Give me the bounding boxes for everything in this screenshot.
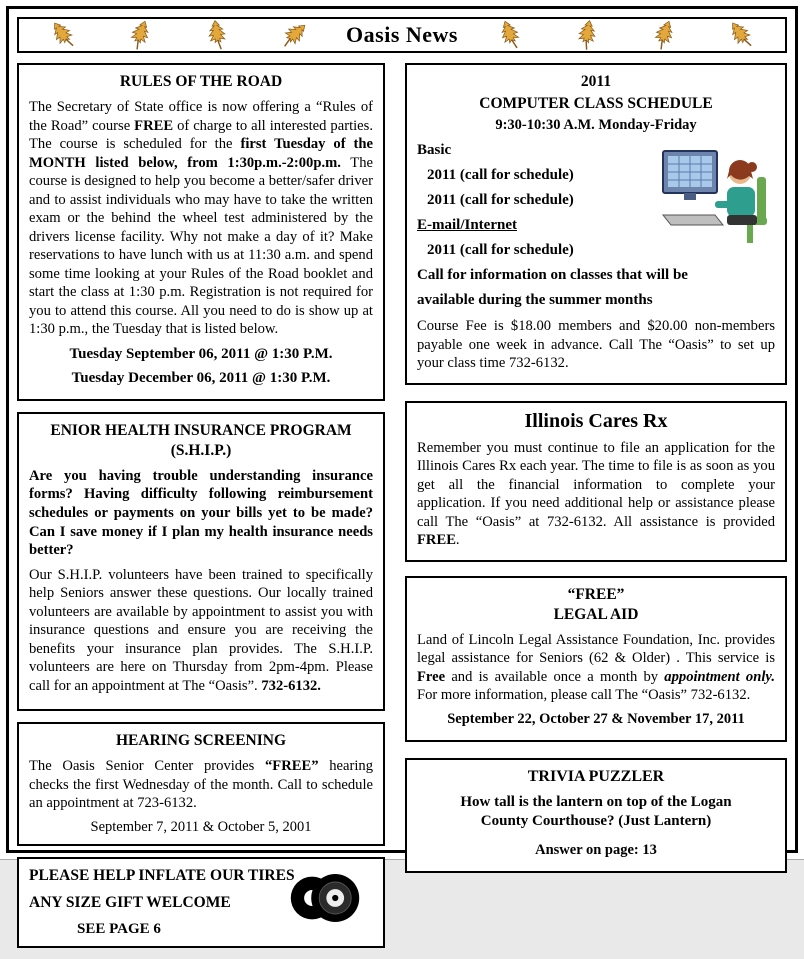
- hearing-text: The Oasis Senior Center provides: [29, 758, 265, 775]
- leaf-decoration-right: [472, 19, 779, 51]
- legal-text: and is available once a month by: [445, 668, 665, 685]
- ship-section: [17, 412, 385, 711]
- hearing-title: HEARING SCREENING: [115, 732, 287, 750]
- tires-line2: ANY SIZE GIFT WELCOME: [29, 893, 231, 911]
- trivia-title: TRIVIA PUZZLER: [527, 767, 665, 785]
- cares-title: Illinois Cares Rx: [524, 409, 668, 432]
- computer-row-2: 2011 (call for schedule): [427, 192, 574, 208]
- legal-title-free: “FREE”: [567, 585, 625, 603]
- ship-body-text: Our S.H.I.P. volunteers have been trained to specifically help Seniors answer these questions. Our locally trained volunteers are available by appointment to assist you with insurance questions and ensure you are receiving the benefits your insurance plan provides. The S.H.I.P. volunteers are here on Thursday from 2pm-4pm. Please call for an appointment at The “Oasis”.: [29, 566, 373, 694]
- rules-schedule-bold: first Tuesday of the MONTH listed below, from 1:30p.m.-2:00p.m.: [29, 136, 373, 171]
- rules-date-2: Tuesday December 06, 2011 @ 1:30 P.M.: [71, 369, 331, 386]
- leaf-icon: [121, 15, 160, 55]
- cares-free-bold: FREE: [417, 532, 456, 549]
- computer-email-label: E-mail/Internet: [417, 217, 517, 233]
- computer-call-info-1: Call for information on classes that will be: [417, 267, 688, 283]
- legal-title-aid: LEGAL AID: [553, 605, 639, 623]
- rules-text: of charge to all interested parties. The course is scheduled for the: [29, 117, 373, 153]
- trivia-question: How tall is the lantern on top of the Logan County Courthouse? (Just Lantern): [460, 793, 732, 830]
- cares-text: .: [455, 532, 460, 549]
- computer-row-1: 2011 (call for schedule): [427, 167, 574, 183]
- tires-section: [17, 857, 385, 948]
- legal-aid-section: [405, 576, 787, 742]
- page-frame: [6, 6, 798, 937]
- legal-dates: September 22, October 27 & November 17, 2011: [447, 710, 745, 727]
- computer-user-illustration: [657, 143, 777, 247]
- leaf-icon: [719, 13, 762, 56]
- leaf-icon: [200, 17, 234, 53]
- ship-questions: Are you having trouble understanding insurance forms? Having difficulty following reimbursement schedules or payments on your bills yet to be made? Can I save money if I plan my health insurance needs better?: [29, 467, 373, 559]
- trivia-section: [405, 758, 787, 873]
- rules-text: The course is designed to help you become a better/safer driver and to assist individuals who may have to take the written exam or the behind the wheel test administered by the drivers license facility. Why not make a day of it? Make reservations to have lunch with us at 11:30 a.m. and spend some time looking at your Rules of the Road booklet and start the class at 1:30 p.m. Registration is not required for you to attend this course. All you need to do is show up at 1:30 p.m., the Tuesday that is listed below.: [29, 154, 373, 338]
- computer-call-info-2: available during the summer months: [417, 292, 653, 308]
- right-column: [405, 63, 787, 884]
- computer-class-section: [405, 63, 787, 385]
- leaf-icon: [570, 17, 605, 54]
- cares-text: Remember you must continue to file an application for the Illinois Cares Rx each year. The time to file is as soon as you get all the financial information to complete your application. If you need additional help or assistance please call The “Oasis” at 732-6132. All assistance is provided: [417, 439, 775, 530]
- legal-body: [417, 631, 775, 705]
- computer-fee: Course Fee is $18.00 members and $20.00 non-members payable one week in advance. Call The “Oasis” to set up your class time 732-6132.: [417, 318, 775, 372]
- rules-date-1: Tuesday September 06, 2011 @ 1:30 P.M.: [69, 345, 333, 362]
- hearing-text: hearing checks the first Wednesday of the month. Call to schedule an appointment at 723-6132.: [29, 758, 373, 812]
- leaf-icon: [42, 13, 85, 56]
- rules-text: The Secretary of State office is now offering a “Rules of the Road” course: [29, 99, 373, 134]
- hearing-body: [29, 757, 373, 813]
- illinois-cares-section: [405, 401, 787, 562]
- leaf-icon: [272, 13, 316, 57]
- computer-year: 2011: [580, 73, 612, 90]
- computer-basic-label: Basic: [417, 142, 452, 158]
- legal-appointment-bold-italic: appointment only.: [664, 668, 775, 685]
- rules-title: RULES OF THE ROAD: [119, 73, 283, 90]
- hearing-dates: September 7, 2011 & October 5, 2001: [90, 818, 312, 835]
- computer-title: COMPUTER CLASS SCHEDULE: [479, 95, 713, 112]
- left-column: [17, 63, 385, 959]
- leaf-decoration-left: [25, 19, 332, 51]
- leaf-icon: [644, 15, 683, 55]
- ship-body: [29, 566, 373, 696]
- rules-body: [29, 98, 373, 339]
- legal-text: For more information, please call The “Oasis” 732-6132.: [417, 687, 751, 704]
- tire-illustration: [289, 867, 369, 929]
- cares-body: [417, 439, 775, 550]
- ship-phone-bold: 732-6132.: [261, 677, 321, 694]
- legal-text: Land of Lincoln Legal Assistance Foundation, Inc. provides legal assistance for Seniors (62 & Older) . This service is: [417, 631, 775, 667]
- legal-free-bold: Free: [417, 668, 446, 685]
- newsletter-title: Oasis News: [346, 22, 458, 47]
- trivia-answer: Answer on page: 13: [535, 841, 657, 858]
- header-banner: [17, 17, 787, 53]
- hearing-screening-section: [17, 722, 385, 846]
- rules-of-the-road-section: [17, 63, 385, 401]
- hearing-free-bold: “FREE”: [265, 758, 319, 775]
- leaf-icon: [491, 15, 530, 55]
- computer-row-3: 2011 (call for schedule): [427, 242, 574, 258]
- rules-free-bold: FREE: [134, 117, 174, 134]
- computer-time: 9:30-10:30 A.M. Monday-Friday: [495, 117, 697, 133]
- ship-title: ENIOR HEALTH INSURANCE PROGRAM: [50, 421, 352, 439]
- tires-line1: PLEASE HELP INFLATE OUR TIRES: [29, 866, 295, 884]
- tires-line3: SEE PAGE 6: [77, 920, 161, 937]
- ship-subtitle: (S.H.I.P.): [170, 441, 232, 459]
